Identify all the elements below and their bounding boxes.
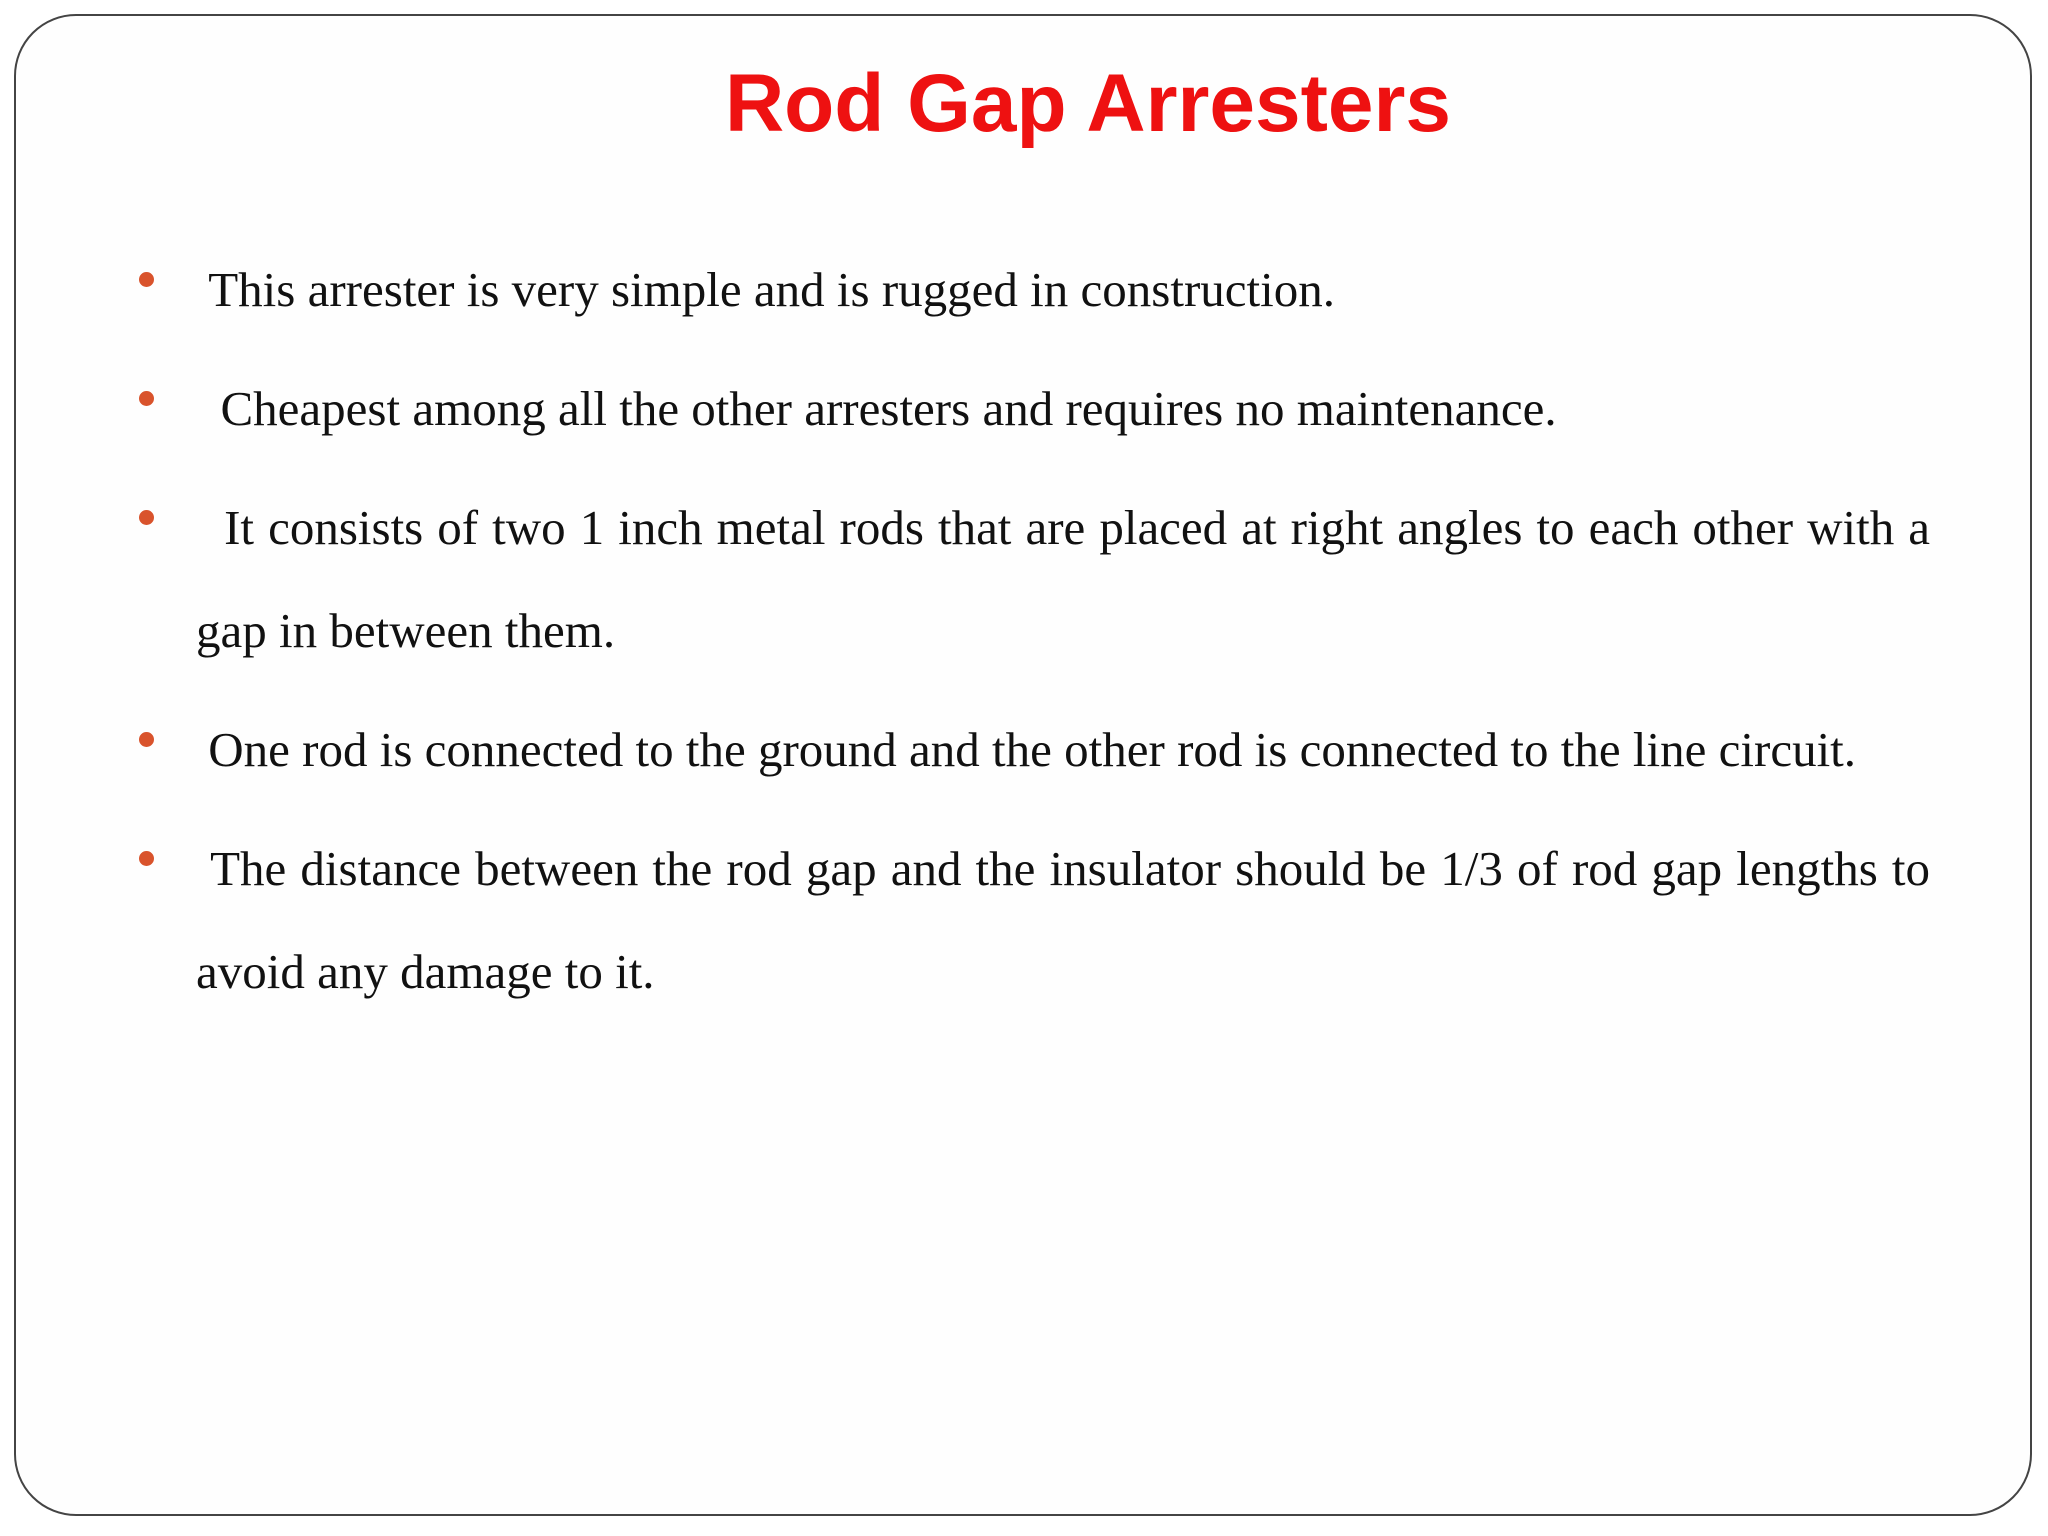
bullet-item [16,698,2032,801]
bullet-item [16,817,2032,1023]
slide-title: Rod Gap Arresters [724,58,1452,149]
bullet-dot-icon [139,732,154,747]
bullet-list [16,238,2032,1039]
bullet-text: It consists of two 1 inch metal rods that are placed at right angles to each other with a gap in between them. [196,500,1943,658]
bullet-text: Cheapest among all the other arresters and requires no maintenance. [196,381,1557,436]
bullet-text: This arrester is very simple and is rugged in construction. [196,262,1335,317]
bullet-item [16,357,2032,460]
bullet-dot-icon [139,391,154,406]
bullet-item [16,238,2032,341]
bullet-dot-icon [139,272,154,287]
bullet-text: One rod is connected to the ground and the other rod is connected to the line circuit. [196,722,1857,777]
bullet-dot-icon [139,510,154,525]
bullet-dot-icon [139,851,154,866]
bullet-item [16,476,2032,682]
bullet-text: The distance between the rod gap and the insulator should be 1/3 of rod gap lengths to avoid any damage to it. [196,841,1943,999]
slide [14,14,2032,1516]
